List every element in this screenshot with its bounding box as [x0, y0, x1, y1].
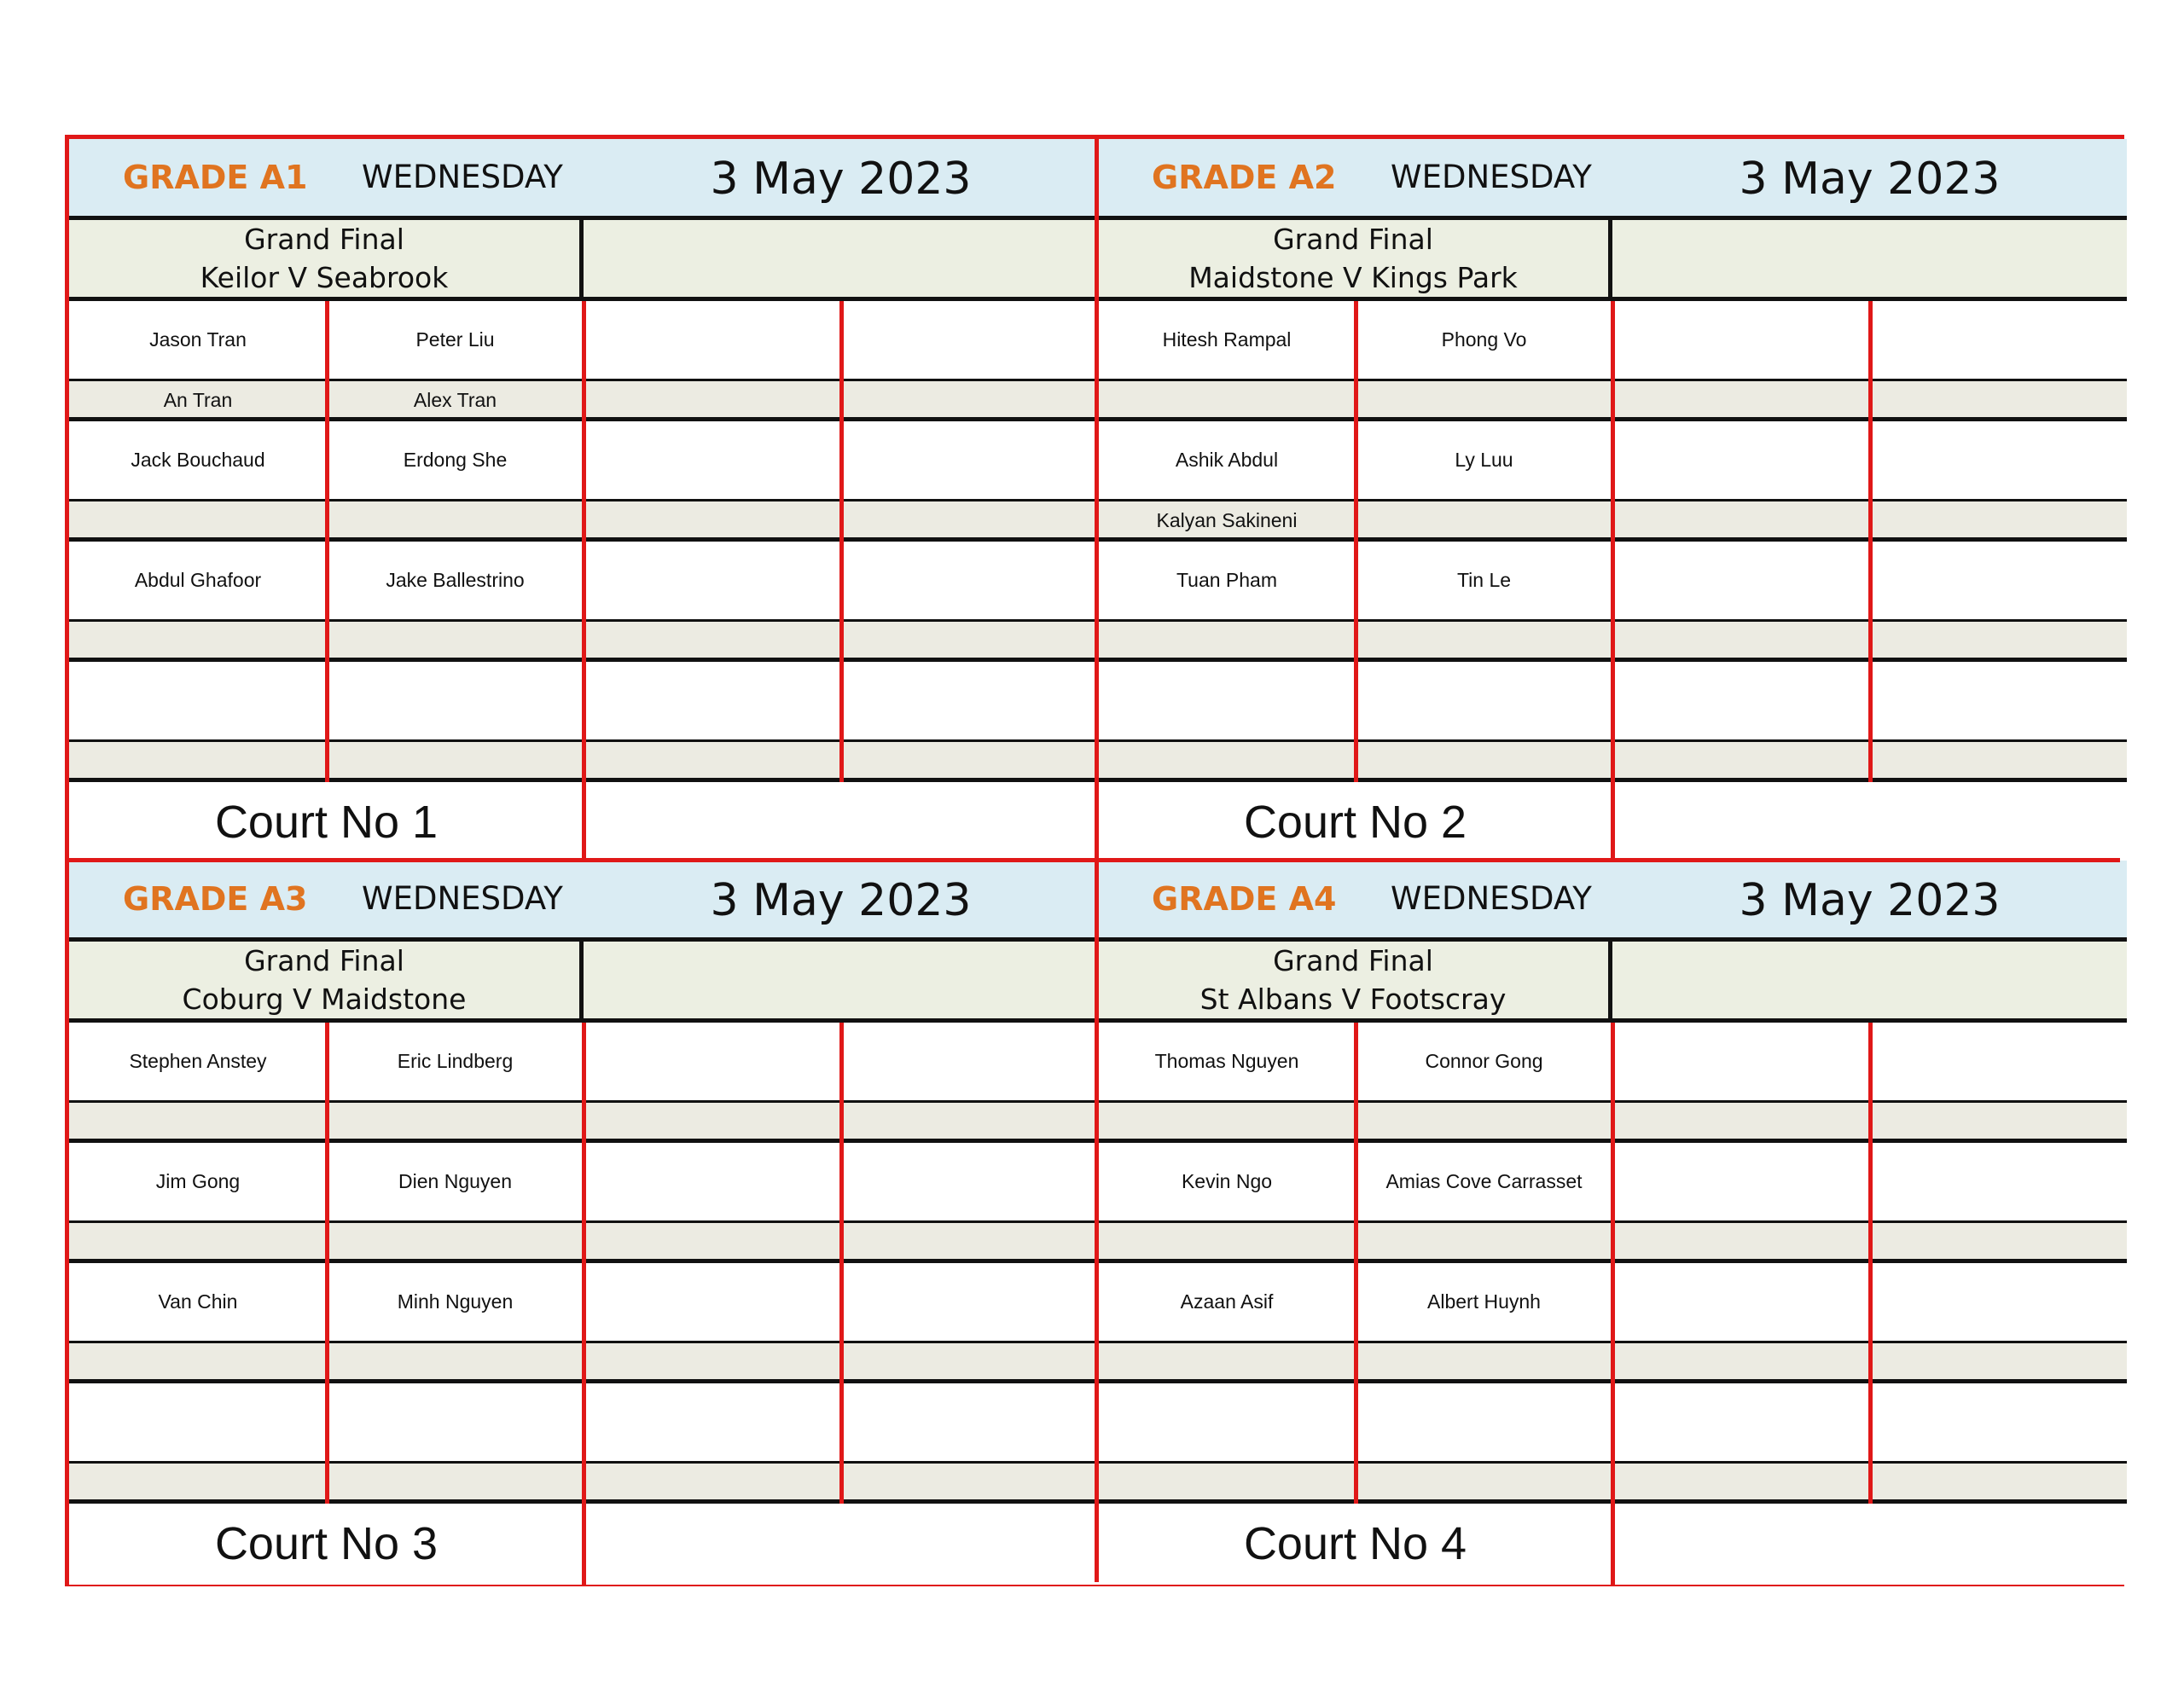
player-cell: [841, 1464, 1098, 1501]
player-cell: [584, 662, 841, 739]
player-cell: [327, 1383, 584, 1461]
player-cell: [1870, 662, 2127, 739]
player-cell: [1612, 381, 1870, 419]
player-cell: [841, 1263, 1098, 1341]
court-footer: [69, 782, 1098, 863]
player-cell: [1870, 1143, 2127, 1220]
grade-panel: [69, 139, 1098, 861]
player-cell: Abdul Ghafoor: [134, 569, 262, 591]
player-cell: [584, 1464, 841, 1501]
player-cell: [1870, 1223, 2127, 1261]
match-title-blank: [1612, 220, 2127, 301]
column-divider: [1868, 1023, 1873, 1504]
player-cell: [584, 301, 841, 379]
player-cell: [841, 622, 1098, 659]
player-cell: [584, 742, 841, 780]
player-cell: [1612, 1143, 1870, 1220]
panel-header: [69, 139, 1098, 220]
player-cell: [841, 542, 1098, 619]
date-label: 3 May 2023: [710, 875, 972, 926]
player-cell: [841, 1383, 1098, 1461]
player-cell: Kalyan Sakineni: [1156, 509, 1298, 531]
court-label: Court No 1: [214, 797, 439, 848]
day-label: WEDNESDAY: [362, 880, 563, 917]
player-cell: [1612, 1223, 1870, 1261]
player-cell: [1356, 381, 1612, 419]
round-label: Grand Final: [244, 223, 404, 256]
player-cell: Alex Tran: [413, 389, 497, 411]
player-cell: Jack Bouchaud: [131, 449, 265, 471]
player-cell: [584, 381, 841, 419]
column-divider: [325, 1023, 329, 1504]
column-divider: [325, 301, 329, 782]
panel-separator: [1095, 139, 1099, 1582]
player-cell: [69, 1223, 327, 1261]
player-cell: [1612, 622, 1870, 659]
player-cell: [1356, 742, 1612, 780]
player-cell: [841, 1143, 1098, 1220]
player-cell: [1356, 622, 1612, 659]
date-label: 3 May 2023: [1739, 875, 2001, 926]
court-footer: [69, 1504, 1098, 1585]
column-divider: [582, 1023, 586, 1504]
player-cell: [1870, 1343, 2127, 1381]
player-cell: [841, 1223, 1098, 1261]
player-cell: [584, 1343, 841, 1381]
grade-label: GRADE A1: [123, 159, 308, 196]
player-cell: [841, 381, 1098, 419]
player-cell: Azaan Asif: [1180, 1290, 1274, 1313]
player-cell: [1356, 1343, 1612, 1381]
player-cell: Jake Ballestrino: [386, 569, 525, 591]
player-cell: [1612, 742, 1870, 780]
player-cell: An Tran: [163, 389, 233, 411]
footer-divider: [582, 782, 586, 863]
player-cell: Peter Liu: [415, 328, 495, 351]
player-cell: [1356, 1103, 1612, 1140]
player-cell: [1870, 501, 2127, 539]
player-cell: [1612, 1023, 1870, 1100]
player-cell: [1870, 1023, 2127, 1100]
player-cell: [841, 301, 1098, 379]
player-cell: Eric Lindberg: [397, 1050, 514, 1072]
player-cell: [1870, 421, 2127, 499]
player-cell: [327, 662, 584, 739]
player-cell: [841, 1343, 1098, 1381]
player-cell: [1098, 742, 1356, 780]
player-cell: Jason Tran: [149, 328, 247, 351]
player-cell: [584, 1143, 841, 1220]
player-cell: [1612, 301, 1870, 379]
player-cell: Jim Gong: [155, 1170, 241, 1192]
match-title: [1098, 220, 1612, 301]
court-label: Court No 2: [1243, 797, 1467, 848]
player-cell: Erdong She: [403, 449, 508, 471]
grade-panel: [1098, 139, 2127, 861]
player-cell: [1356, 1223, 1612, 1261]
player-cell: [1356, 1464, 1612, 1501]
grade-panel: [1098, 861, 2127, 1582]
player-cell: [1098, 1383, 1356, 1461]
player-cell: [841, 1023, 1098, 1100]
player-cell: [841, 742, 1098, 780]
player-cell: Hitesh Rampal: [1162, 328, 1292, 351]
player-cell: [1098, 662, 1356, 739]
player-cell: [584, 542, 841, 619]
panel-header: [1098, 861, 2127, 942]
player-cell: Kevin Ngo: [1181, 1170, 1273, 1192]
player-cell: [584, 1103, 841, 1140]
player-cell: [1612, 1263, 1870, 1341]
footer-divider: [1611, 1504, 1615, 1585]
player-cell: [327, 1343, 584, 1381]
court-label: Court No 3: [214, 1518, 439, 1569]
player-cell: Phong Vo: [1441, 328, 1527, 351]
player-cell: Stephen Anstey: [129, 1050, 267, 1072]
player-cell: [1356, 662, 1612, 739]
fixture-sheet: [65, 135, 2124, 1586]
day-label: WEDNESDAY: [362, 159, 563, 195]
player-cell: [584, 421, 841, 499]
panel-header: [1098, 139, 2127, 220]
player-cell: Thomas Nguyen: [1154, 1050, 1299, 1072]
player-cell: [841, 421, 1098, 499]
player-cell: [841, 1103, 1098, 1140]
player-cell: [69, 1383, 327, 1461]
player-cell: [327, 1223, 584, 1261]
player-cell: [1612, 542, 1870, 619]
panel-header: [69, 861, 1098, 942]
player-cell: [1098, 1343, 1356, 1381]
player-cell: [69, 1343, 327, 1381]
player-cell: [1870, 301, 2127, 379]
column-divider: [839, 1023, 844, 1504]
match-title-blank: [584, 942, 1098, 1023]
player-cell: [1870, 1263, 2127, 1341]
player-cell: [1098, 622, 1356, 659]
player-cell: Minh Nguyen: [397, 1290, 514, 1313]
player-cell: [69, 501, 327, 539]
teams-label: Keilor V Seabrook: [200, 261, 449, 294]
player-cell: [1612, 1103, 1870, 1140]
player-cell: Van Chin: [158, 1290, 238, 1313]
player-cell: [1356, 1383, 1612, 1461]
date-label: 3 May 2023: [710, 154, 972, 205]
grade-label: GRADE A2: [1152, 159, 1337, 196]
player-cell: [841, 501, 1098, 539]
player-cell: [1870, 1464, 2127, 1501]
teams-label: Coburg V Maidstone: [182, 983, 467, 1016]
player-cell: [1870, 1103, 2127, 1140]
player-cell: [69, 622, 327, 659]
player-cell: [584, 1223, 841, 1261]
grade-label: GRADE A4: [1152, 880, 1337, 918]
player-cell: [1612, 1464, 1870, 1501]
player-cell: [1612, 421, 1870, 499]
player-cell: [69, 662, 327, 739]
player-cell: [1612, 1343, 1870, 1381]
player-cell: [584, 1023, 841, 1100]
player-cell: [841, 662, 1098, 739]
player-cell: Ashik Abdul: [1175, 449, 1279, 471]
match-title: [69, 942, 584, 1023]
match-title-blank: [584, 220, 1098, 301]
column-divider: [1611, 1023, 1615, 1504]
player-cell: Tin Le: [1456, 569, 1512, 591]
player-cell: [327, 501, 584, 539]
column-divider: [1611, 301, 1615, 782]
teams-label: St Albans V Footscray: [1199, 983, 1507, 1016]
player-cell: [1098, 381, 1356, 419]
teams-label: Maidstone V Kings Park: [1188, 261, 1518, 294]
column-divider: [1354, 1023, 1358, 1504]
player-cell: [327, 1103, 584, 1140]
day-label: WEDNESDAY: [1391, 880, 1592, 917]
player-cell: [327, 622, 584, 659]
player-cell: Ly Luu: [1455, 449, 1513, 471]
player-cell: [584, 1263, 841, 1341]
footer-divider: [582, 1504, 586, 1585]
player-cell: [1098, 1103, 1356, 1140]
player-cell: [1612, 1383, 1870, 1461]
column-divider: [1868, 301, 1873, 782]
player-cell: Connor Gong: [1425, 1050, 1543, 1072]
day-label: WEDNESDAY: [1391, 159, 1592, 195]
player-cell: [1870, 622, 2127, 659]
player-cell: [1612, 662, 1870, 739]
player-cell: Albert Huynh: [1427, 1290, 1541, 1313]
player-cell: [1612, 501, 1870, 539]
round-label: Grand Final: [1273, 944, 1433, 977]
player-cell: [327, 1464, 584, 1501]
player-cell: [1356, 501, 1612, 539]
player-cell: [584, 501, 841, 539]
column-divider: [582, 301, 586, 782]
match-title: [1098, 942, 1612, 1023]
player-cell: [1870, 381, 2127, 419]
court-footer: [1098, 1504, 2127, 1585]
player-cell: [1870, 1383, 2127, 1461]
player-cell: [584, 622, 841, 659]
grade-label: GRADE A3: [123, 880, 308, 918]
grade-panel: [69, 861, 1098, 1582]
player-cell: Amias Cove Carrasset: [1385, 1170, 1583, 1192]
court-label: Court No 4: [1243, 1518, 1467, 1569]
player-cell: [69, 742, 327, 780]
round-label: Grand Final: [244, 944, 404, 977]
player-cell: Tuan Pham: [1176, 569, 1278, 591]
column-divider: [839, 301, 844, 782]
date-label: 3 May 2023: [1739, 154, 2001, 205]
column-divider: [1354, 301, 1358, 782]
round-label: Grand Final: [1273, 223, 1433, 256]
player-cell: [1870, 742, 2127, 780]
player-cell: [1098, 1464, 1356, 1501]
match-title: [69, 220, 584, 301]
player-cell: [69, 1103, 327, 1140]
player-cell: [1870, 542, 2127, 619]
court-footer: [1098, 782, 2127, 863]
match-title-blank: [1612, 942, 2127, 1023]
player-cell: [69, 1464, 327, 1501]
player-cell: [327, 742, 584, 780]
footer-divider: [1611, 782, 1615, 863]
player-cell: [1098, 1223, 1356, 1261]
player-cell: [584, 1383, 841, 1461]
player-cell: Dien Nguyen: [398, 1170, 512, 1192]
